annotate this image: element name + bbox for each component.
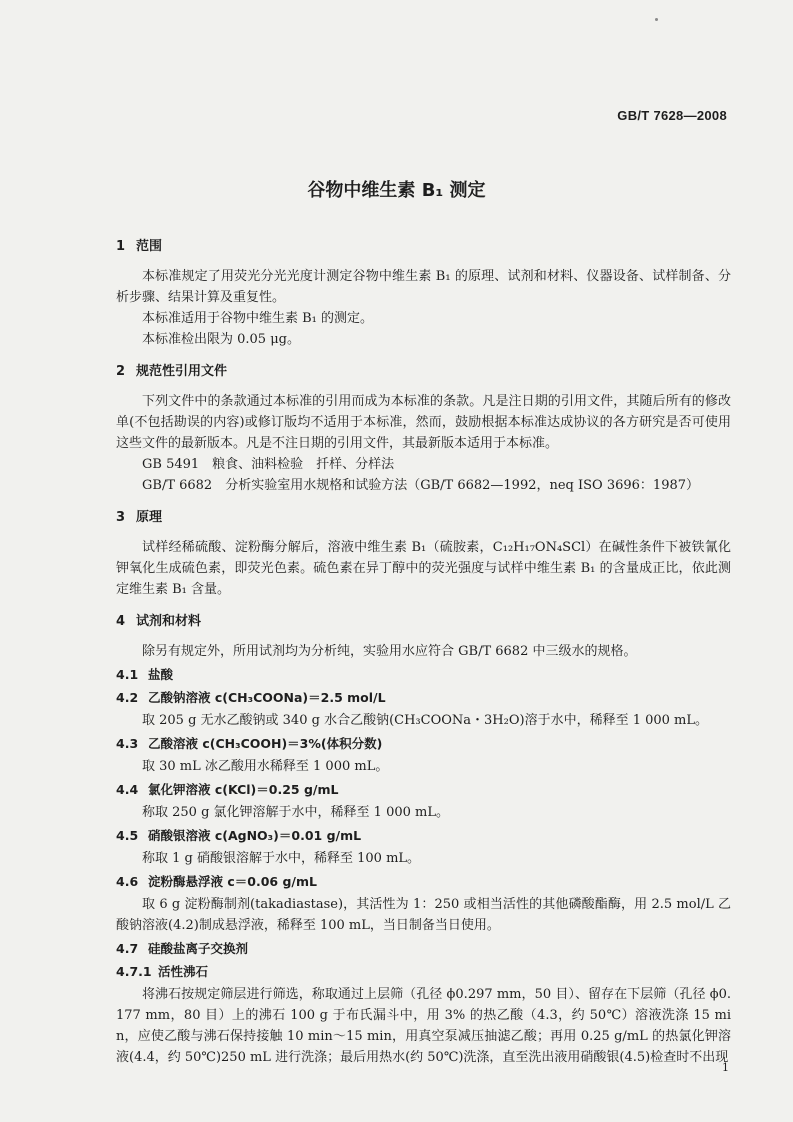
section-title: 范围 [136,239,163,254]
subsection-heading [116,687,731,708]
paragraph: 下列文件中的条款通过本标准的引用而成为本标准的条款。凡是注日期的引用文件，其随后所有的修改单(不包括勘误的内容)或修订版均不适用于本标准，然而，鼓励根据本标准达成协议的各方研究是否可使用这些文件的最新版本。凡是不注日期的引用文件，其最新版本适用于本标准。 [116,394,731,451]
subsection-title: 氯化钾溶液 c(KCl)＝0.25 g/mL [148,782,339,797]
subsubsection-number: 4.7.1 [116,964,152,979]
section-heading-normative-references [116,361,731,382]
section-title: 原理 [136,510,163,525]
subsection-heading [116,733,731,754]
subsection-number: 4.1 [116,667,139,682]
paragraph: 将沸石按规定筛层进行筛选，称取通过上层筛（孔径 ϕ0.297 mm，50 目）、留存在下层筛（孔径 ϕ0.177 mm，80 目）上的沸石 100 g 于布氏漏斗中，用 3% 的热乙酸（4.3，约 50℃）溶液洗涤 15 min，应使乙酸与沸石保持接触 10 min～15 min，用真空泵减压抽滤乙酸；再用 0.25 g/mL 的热氯化钾溶液(4.4，约 50℃)250 mL 进行洗涤；最后用热水(约 50℃)洗涤，直至洗出液用硝酸银(4.5)检查时不出现 [116,987,731,1065]
section-heading-principle [116,507,731,528]
subsection-number: 4.5 [116,828,139,843]
paragraph: 称取 1 g 硝酸银溶解于水中，稀释至 100 mL。 [142,851,421,866]
subsection-title: 硝酸银溶液 c(AgNO₃)＝0.01 g/mL [148,828,362,843]
document-body [116,236,731,1068]
section-title: 试剂和材料 [136,614,202,629]
section-number: 2 [116,364,126,379]
section-number: 4 [116,614,126,629]
subsection-title: 硅酸盐离子交换剂 [148,941,249,956]
section-heading-reagents [116,611,731,632]
subsection-number: 4.3 [116,736,139,751]
reference-item: GB/T 6682 分析实验室用水规格和试验方法（GB/T 6682—1992，neq ISO 3696：1987） [142,478,700,493]
subsection-heading [116,938,731,959]
subsection-heading [116,779,731,800]
reference-item: GB 5491 粮食、油料检验 扦样、分样法 [142,457,395,472]
paragraph: 取 205 g 无水乙酸钠或 340 g 水合乙酸钠(CH₃COONa・3H₂O)溶于水中，稀释至 1 000 mL。 [142,713,709,728]
page-number: 1 [722,1061,729,1074]
subsection-number: 4.4 [116,782,139,797]
section-heading-scope [116,236,731,257]
paragraph: 取 6 g 淀粉酶制剂(takadiastase)，其活性为 1：250 或相当活性的其他磷酸酯酶，用 2.5 mol/L 乙酸钠溶液(4.2)制成悬浮液，稀释至 100 mL，当日制备当日使用。 [116,897,731,933]
section-title: 规范性引用文件 [136,364,228,379]
section-number: 3 [116,510,126,525]
paragraph: 称取 250 g 氯化钾溶解于水中，稀释至 1 000 mL。 [142,805,449,820]
subsubsection-title: 活性沸石 [158,964,209,979]
subsection-title: 盐酸 [148,667,174,682]
section-number: 1 [116,239,126,254]
paragraph: 取 30 mL 冰乙酸用水稀释至 1 000 mL。 [142,759,389,774]
subsection-heading [116,664,731,685]
subsection-heading [116,825,731,846]
document-title: 谷物中维生素 B₁ 测定 [307,180,486,201]
subsection-number: 4.6 [116,874,139,889]
subsection-title: 淀粉酶悬浮液 c＝0.06 g/mL [148,874,317,889]
paragraph: 本标准适用于谷物中维生素 B₁ 的测定。 [142,311,374,326]
paragraph: 试样经稀硫酸、淀粉酶分解后，溶液中维生素 B₁（硫胺素，C₁₂H₁₇ON₄SCl）在碱性条件下被铁氰化钾氧化生成硫色素，即荧光色素。硫色素在异丁醇中的荧光强度与试样中维生素 B₁ 的含量成正比，依此测定维生素 B₁ 含量。 [116,540,731,597]
subsection-heading [116,871,731,892]
paragraph: 本标准检出限为 0.05 μg。 [142,332,300,347]
subsection-number: 4.2 [116,690,139,705]
subsection-title: 乙酸钠溶液 c(CH₃COONa)＝2.5 mol/L [148,690,386,705]
subsection-number: 4.7 [116,941,139,956]
subsection-title: 乙酸溶液 c(CH₃COOH)＝3%(体积分数) [148,736,383,751]
subsubsection-heading [116,961,731,982]
paragraph: 本标准规定了用荧光分光光度计测定谷物中维生素 B₁ 的原理、试剂和材料、仪器设备、试样制备、分析步骤、结果计算及重复性。 [116,269,731,305]
paragraph: 除另有规定外，所用试剂均为分析纯，实验用水应符合 GB/T 6682 中三级水的规格。 [142,644,637,659]
standard-code: GB/T 7628—2008 [617,108,727,123]
scan-speck [655,18,658,21]
